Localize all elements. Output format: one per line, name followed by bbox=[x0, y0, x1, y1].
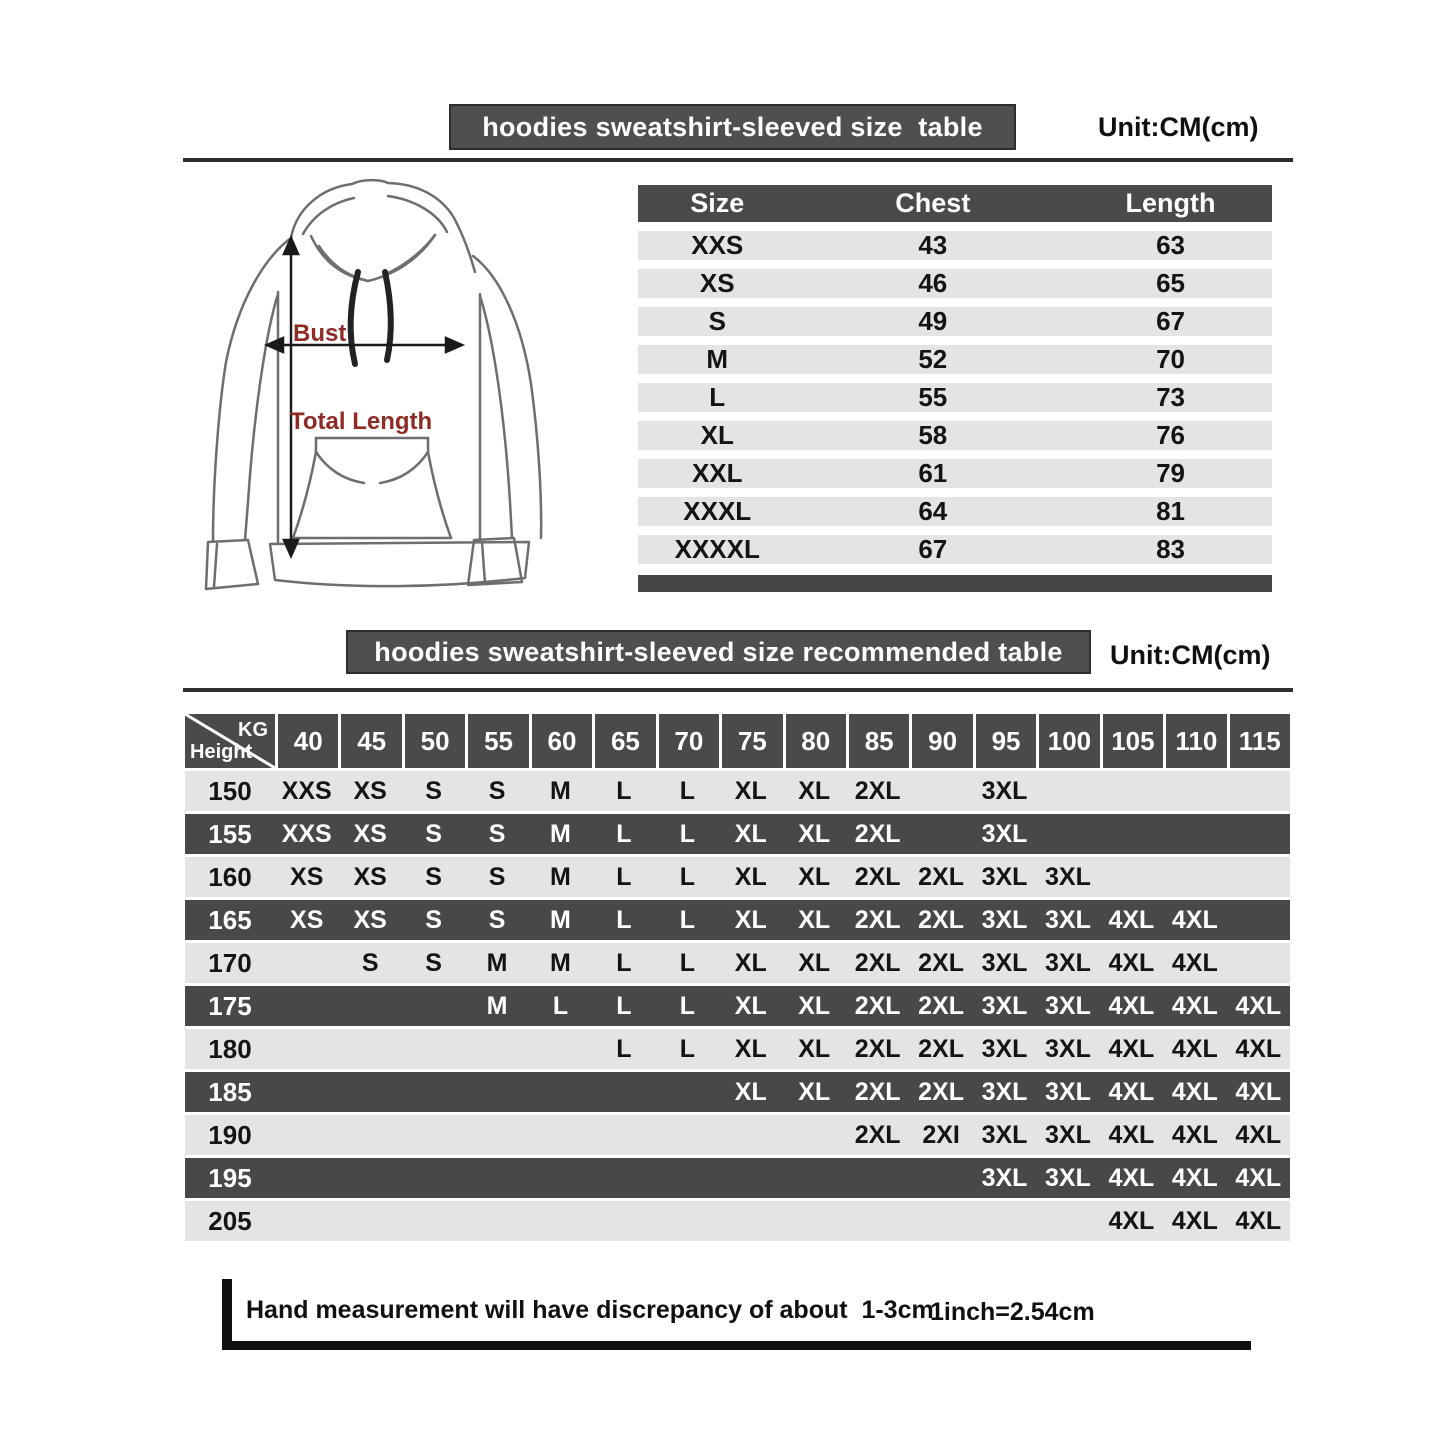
length-value: 81 bbox=[1156, 496, 1185, 526]
recommended-size-cell: 3XL bbox=[981, 819, 1028, 848]
weight-header-cell: 115 bbox=[1230, 714, 1290, 768]
recommended-size-cell bbox=[275, 1115, 338, 1155]
hood-outline bbox=[291, 180, 475, 272]
size-table-row bbox=[638, 307, 1272, 336]
recommended-size-cell: 3XL bbox=[981, 948, 1028, 977]
recommended-size-cell bbox=[338, 1115, 401, 1155]
recommended-size-cell: XL bbox=[734, 1077, 767, 1106]
recommended-size-cell: S bbox=[488, 819, 506, 848]
recommended-size-cell: 4XL bbox=[1171, 905, 1218, 934]
height-row-label: 180 bbox=[208, 1033, 252, 1064]
recommended-size-cell: 4XL bbox=[1235, 1163, 1282, 1192]
recommended-size-cell: 3XL bbox=[1045, 1077, 1091, 1106]
recommended-size-cell: XL bbox=[734, 1034, 767, 1063]
height-row-label: 155 bbox=[208, 818, 252, 849]
recommended-size-cell: L bbox=[679, 905, 695, 934]
recommended-size-cell bbox=[1036, 1201, 1099, 1241]
recommended-size-cell: XS bbox=[353, 862, 387, 891]
size-table-row bbox=[638, 345, 1272, 374]
recommended-size-cell: XL bbox=[734, 862, 767, 891]
footer-vertical-bar bbox=[222, 1279, 232, 1350]
recommended-size-cell: 4XL bbox=[1235, 1034, 1282, 1063]
recommended-size-cell: L bbox=[679, 991, 695, 1020]
height-row-label: 160 bbox=[208, 861, 252, 892]
recommended-size-cell: 4XL bbox=[1108, 1163, 1155, 1192]
recommended-size-cell bbox=[465, 1072, 528, 1112]
recommended-size-cell: 2XL bbox=[854, 776, 901, 805]
recommended-size-cell: XL bbox=[798, 1034, 831, 1063]
recommended-size-cell: 4XL bbox=[1108, 905, 1155, 934]
recommended-size-cell bbox=[402, 1201, 465, 1241]
bust-label: Bust bbox=[293, 320, 347, 347]
size-table-row bbox=[638, 459, 1272, 488]
weight-header-cell: 70 bbox=[659, 714, 719, 768]
recommended-table-row bbox=[185, 900, 1290, 940]
recommended-size-cell bbox=[465, 1201, 528, 1241]
recommended-table-row bbox=[185, 943, 1290, 983]
recommended-size-cell: XXS bbox=[281, 776, 332, 805]
left-sleeve bbox=[213, 238, 291, 540]
recommended-size-cell bbox=[275, 1029, 338, 1069]
recommended-size-cell: L bbox=[679, 862, 695, 891]
recommended-size-cell bbox=[275, 1072, 338, 1112]
chest-value: 49 bbox=[918, 306, 948, 336]
kg-height-corner-cell bbox=[185, 714, 275, 768]
recommended-size-cell bbox=[846, 1158, 909, 1198]
recommended-size-cell: 3XL bbox=[981, 776, 1028, 805]
chest-value: 46 bbox=[918, 268, 948, 298]
height-row-label: 150 bbox=[208, 775, 252, 806]
recommended-size-cell: 3XL bbox=[981, 1034, 1028, 1063]
recommended-table-title: hoodies sweatshirt-sleeved size recommended table bbox=[374, 636, 1063, 667]
recommended-size-cell: M bbox=[550, 905, 571, 934]
unit-label-top: Unit:CM(cm) bbox=[1098, 112, 1259, 142]
recommended-size-cell bbox=[719, 1158, 782, 1198]
size-value: XXS bbox=[691, 230, 744, 260]
recommended-size-cell bbox=[656, 1072, 719, 1112]
recommended-size-cell: 4XL bbox=[1108, 1206, 1155, 1235]
recommended-size-cell: L bbox=[679, 948, 695, 977]
recommended-size-cell bbox=[465, 1029, 528, 1069]
recommended-size-cell bbox=[402, 1072, 465, 1112]
recommended-size-cell: 4XL bbox=[1235, 1077, 1282, 1106]
recommended-size-cell: XS bbox=[290, 905, 324, 934]
recommended-size-cell bbox=[529, 1115, 592, 1155]
recommended-size-cell bbox=[402, 1029, 465, 1069]
recommended-size-cell: L bbox=[616, 862, 632, 891]
length-value: 83 bbox=[1156, 534, 1185, 564]
recommended-size-cell: XS bbox=[353, 905, 387, 934]
weight-header-cell: 75 bbox=[722, 714, 782, 768]
recommended-size-cell: M bbox=[550, 862, 571, 891]
weight-header-cell: 100 bbox=[1039, 714, 1099, 768]
recommended-size-cell: 2XL bbox=[918, 991, 965, 1020]
size-value: XXXXL bbox=[674, 534, 760, 564]
recommended-size-cell: 3XL bbox=[981, 862, 1028, 891]
right-cuff bbox=[468, 538, 522, 585]
recommended-size-cell bbox=[1227, 943, 1290, 983]
length-value: 76 bbox=[1156, 420, 1185, 450]
recommended-size-cell: 4XL bbox=[1108, 948, 1155, 977]
size-table-header bbox=[638, 185, 1272, 222]
weight-header-cell: 90 bbox=[912, 714, 972, 768]
recommended-size-cell: 3XL bbox=[981, 1163, 1028, 1192]
weight-header-cell: 50 bbox=[405, 714, 465, 768]
recommended-size-cell: 3XL bbox=[1045, 1163, 1091, 1192]
recommended-size-cell: 4XL bbox=[1235, 991, 1282, 1020]
height-row-label: 175 bbox=[208, 990, 252, 1021]
recommended-table-row bbox=[185, 814, 1290, 854]
chest-value: 64 bbox=[918, 496, 948, 526]
recommended-size-cell: M bbox=[486, 948, 508, 977]
recommended-size-cell: M bbox=[550, 776, 571, 805]
size-table-banner bbox=[449, 104, 1016, 150]
recommended-size-cell bbox=[1227, 814, 1290, 854]
length-column-header: Length bbox=[1125, 188, 1216, 218]
recommended-size-cell bbox=[465, 1158, 528, 1198]
recommended-size-cell bbox=[338, 1201, 401, 1241]
recommended-size-cell: S bbox=[425, 819, 442, 848]
recommended-size-cell: S bbox=[488, 776, 506, 805]
size-column-header: Size bbox=[690, 188, 745, 218]
recommended-size-cell bbox=[338, 986, 401, 1026]
recommended-size-cell: 4XL bbox=[1108, 1077, 1155, 1106]
measurement-note: Hand measurement will have discrepancy of about 1-3cm bbox=[246, 1296, 934, 1324]
size-table-rows bbox=[638, 231, 1272, 564]
recommended-size-cell: 4XL bbox=[1171, 1163, 1218, 1192]
recommended-size-cell bbox=[402, 1158, 465, 1198]
chest-value: 43 bbox=[918, 230, 948, 260]
recommended-size-cell: 4XL bbox=[1171, 991, 1218, 1020]
recommended-size-cell: S bbox=[488, 862, 506, 891]
length-value: 65 bbox=[1156, 268, 1185, 298]
recommended-size-cell bbox=[1036, 814, 1099, 854]
size-table-row bbox=[638, 269, 1272, 298]
total-length-label: Total Length bbox=[290, 408, 433, 435]
footer-horizontal-bar bbox=[222, 1341, 1251, 1350]
size-value: L bbox=[709, 382, 726, 412]
size-table-row bbox=[638, 231, 1272, 260]
separator-line-top bbox=[183, 158, 1293, 162]
recommended-size-cell bbox=[338, 1029, 401, 1069]
height-row-label: 205 bbox=[208, 1205, 252, 1236]
recommended-size-cell: 3XL bbox=[981, 1077, 1028, 1106]
recommended-table-row bbox=[185, 1072, 1290, 1112]
recommended-size-cell bbox=[1100, 857, 1163, 897]
weight-header-cell: 45 bbox=[341, 714, 401, 768]
size-value: M bbox=[706, 344, 729, 374]
recommended-size-cell bbox=[338, 1072, 401, 1112]
height-row-label: 165 bbox=[208, 904, 252, 935]
height-row-label: 185 bbox=[208, 1076, 252, 1107]
recommended-size-cell bbox=[1227, 857, 1290, 897]
recommended-size-cell: S bbox=[425, 776, 442, 805]
recommended-table-header bbox=[185, 714, 1290, 768]
waistband bbox=[270, 542, 529, 586]
recommended-size-cell: 2XL bbox=[854, 1120, 901, 1149]
recommended-size-cell bbox=[529, 1072, 592, 1112]
hoodie-diagram bbox=[182, 172, 622, 612]
recommended-size-cell: 2XL bbox=[918, 905, 965, 934]
recommended-size-cell: XS bbox=[353, 776, 387, 805]
recommended-size-cell: 2XL bbox=[854, 948, 901, 977]
height-row-label: 195 bbox=[208, 1162, 252, 1193]
recommended-size-cell bbox=[909, 814, 972, 854]
recommended-size-cell bbox=[402, 1115, 465, 1155]
recommended-size-cell bbox=[1227, 900, 1290, 940]
recommended-size-cell: XL bbox=[734, 905, 767, 934]
recommended-size-cell: 3XL bbox=[1045, 1120, 1091, 1149]
recommended-table-row bbox=[185, 1115, 1290, 1155]
recommended-size-cell bbox=[719, 1201, 782, 1241]
recommended-size-cell bbox=[1227, 771, 1290, 811]
recommended-size-cell: S bbox=[425, 862, 442, 891]
chest-column-header: Chest bbox=[895, 188, 971, 218]
recommended-size-cell bbox=[1163, 857, 1226, 897]
size-value: XS bbox=[699, 268, 735, 298]
recommended-size-cell: XL bbox=[798, 776, 831, 805]
separator-line-middle bbox=[183, 688, 1293, 692]
chest-value: 55 bbox=[918, 382, 948, 412]
recommended-size-cell: L bbox=[616, 991, 632, 1020]
right-sleeve bbox=[473, 256, 541, 538]
recommended-size-cell: S bbox=[425, 905, 442, 934]
recommended-size-cell bbox=[783, 1201, 846, 1241]
recommended-size-cell: XL bbox=[798, 905, 831, 934]
weight-header-cell: 40 bbox=[278, 714, 338, 768]
recommended-size-cell: 2XL bbox=[918, 862, 965, 891]
recommended-size-cell bbox=[275, 1201, 338, 1241]
recommended-size-cell: 4XL bbox=[1108, 991, 1155, 1020]
recommended-size-cell: XL bbox=[734, 948, 767, 977]
recommended-size-cell bbox=[1100, 771, 1163, 811]
recommended-size-cell: 3XL bbox=[1045, 862, 1091, 891]
recommended-size-cell: 2XI bbox=[922, 1120, 960, 1149]
recommended-size-cell bbox=[909, 1201, 972, 1241]
chest-value: 61 bbox=[918, 458, 948, 488]
recommended-size-cell: 3XL bbox=[1045, 905, 1091, 934]
recommended-size-cell: M bbox=[486, 991, 508, 1020]
chest-value: 52 bbox=[918, 344, 948, 374]
recommended-size-cell bbox=[529, 1201, 592, 1241]
recommended-size-cell: XL bbox=[798, 862, 831, 891]
recommended-size-cell: XL bbox=[798, 819, 831, 848]
recommended-size-cell: XXS bbox=[281, 819, 332, 848]
chest-value: 58 bbox=[918, 420, 948, 450]
measurement-arrows bbox=[267, 238, 462, 556]
recommended-size-cell: 4XL bbox=[1171, 1034, 1218, 1063]
length-value: 63 bbox=[1156, 230, 1185, 260]
length-value: 73 bbox=[1156, 382, 1185, 412]
recommended-size-cell bbox=[1163, 814, 1226, 854]
weight-header-cell: 55 bbox=[468, 714, 528, 768]
recommended-size-cell: L bbox=[679, 819, 695, 848]
recommended-size-cell: L bbox=[616, 776, 632, 805]
drawstrings bbox=[351, 272, 391, 364]
recommended-size-cell bbox=[338, 1158, 401, 1198]
size-table-footer-bar bbox=[638, 575, 1272, 592]
recommended-size-cell: 4XL bbox=[1235, 1206, 1282, 1235]
height-corner-label: Height bbox=[190, 741, 253, 763]
recommended-size-cell bbox=[656, 1201, 719, 1241]
recommended-size-cell: L bbox=[616, 905, 632, 934]
recommended-table-row bbox=[185, 986, 1290, 1026]
weight-header-cell: 80 bbox=[786, 714, 846, 768]
size-table-row bbox=[638, 535, 1272, 564]
length-value: 79 bbox=[1156, 458, 1185, 488]
recommended-size-cell bbox=[1100, 814, 1163, 854]
recommended-size-cell: 2XL bbox=[854, 862, 901, 891]
recommended-size-cell bbox=[1163, 771, 1226, 811]
size-value: XXL bbox=[691, 458, 743, 488]
recommended-table-row bbox=[185, 771, 1290, 811]
size-value: XL bbox=[700, 420, 734, 450]
recommended-size-cell: 4XL bbox=[1171, 1206, 1218, 1235]
recommended-size-cell: 3XL bbox=[1045, 1034, 1091, 1063]
inch-conversion-note: 1inch=2.54cm bbox=[930, 1298, 1095, 1326]
recommended-size-cell: XL bbox=[798, 991, 831, 1020]
recommended-size-cell: XL bbox=[734, 776, 767, 805]
weight-header-cell: 65 bbox=[595, 714, 655, 768]
recommended-size-cell: XL bbox=[798, 1077, 831, 1106]
recommended-size-cell: 4XL bbox=[1108, 1120, 1155, 1149]
recommended-size-cell: XL bbox=[734, 991, 767, 1020]
recommended-size-cell bbox=[529, 1158, 592, 1198]
recommended-size-cell: 2XL bbox=[854, 905, 901, 934]
recommended-size-cell bbox=[275, 1158, 338, 1198]
recommended-size-cell bbox=[656, 1158, 719, 1198]
recommended-size-cell: 2XL bbox=[918, 1077, 965, 1106]
recommended-size-cell: M bbox=[550, 948, 571, 977]
recommended-size-cell: 4XL bbox=[1171, 1077, 1218, 1106]
recommended-size-cell bbox=[656, 1115, 719, 1155]
recommended-size-cell: 4XL bbox=[1171, 1120, 1218, 1149]
recommended-size-cell: S bbox=[425, 948, 442, 977]
recommended-size-cell: 3XL bbox=[981, 905, 1028, 934]
recommended-size-cell bbox=[402, 986, 465, 1026]
recommended-size-cell bbox=[592, 1115, 655, 1155]
recommended-size-cell: L bbox=[616, 819, 632, 848]
recommended-size-cell bbox=[1036, 771, 1099, 811]
recommended-table bbox=[185, 714, 1290, 1241]
recommended-size-cell bbox=[783, 1158, 846, 1198]
recommended-size-cell bbox=[275, 986, 338, 1026]
recommended-size-cell: 4XL bbox=[1235, 1120, 1282, 1149]
recommended-size-cell: S bbox=[488, 905, 506, 934]
recommended-size-cell: L bbox=[679, 1034, 695, 1063]
recommended-size-cell bbox=[592, 1072, 655, 1112]
length-value: 67 bbox=[1156, 306, 1185, 336]
size-table bbox=[638, 185, 1272, 592]
recommended-size-cell: 4XL bbox=[1171, 948, 1218, 977]
size-table-row bbox=[638, 383, 1272, 412]
recommended-size-cell bbox=[909, 771, 972, 811]
height-row-label: 190 bbox=[208, 1119, 252, 1150]
recommended-size-cell bbox=[846, 1201, 909, 1241]
recommended-size-cell: 2XL bbox=[854, 1034, 901, 1063]
recommended-table-rows bbox=[185, 771, 1290, 1241]
recommended-size-cell bbox=[592, 1201, 655, 1241]
recommended-size-cell: 2XL bbox=[854, 819, 901, 848]
chest-value: 67 bbox=[918, 534, 948, 564]
weight-header-cell: 105 bbox=[1103, 714, 1163, 768]
recommended-size-cell: 3XL bbox=[1045, 948, 1091, 977]
recommended-size-cell bbox=[783, 1115, 846, 1155]
recommended-size-cell: 4XL bbox=[1108, 1034, 1155, 1063]
recommended-size-cell: 3XL bbox=[981, 991, 1028, 1020]
recommended-size-cell bbox=[909, 1158, 972, 1198]
recommended-table-row bbox=[185, 857, 1290, 897]
recommended-size-cell: 2XL bbox=[918, 948, 965, 977]
unit-label-middle: Unit:CM(cm) bbox=[1110, 640, 1271, 670]
height-row-label: 170 bbox=[208, 947, 252, 978]
recommended-size-cell bbox=[719, 1115, 782, 1155]
recommended-size-cell: 2XL bbox=[854, 1077, 901, 1106]
size-table-row bbox=[638, 497, 1272, 526]
kg-corner-label: KG bbox=[238, 719, 268, 741]
size-value: S bbox=[708, 306, 726, 336]
recommended-table-row bbox=[185, 1158, 1290, 1198]
recommended-size-cell: S bbox=[361, 948, 379, 977]
length-value: 70 bbox=[1156, 344, 1185, 374]
recommended-size-cell: 3XL bbox=[1045, 991, 1091, 1020]
size-value: XXXL bbox=[683, 496, 752, 526]
recommended-size-cell bbox=[973, 1201, 1036, 1241]
recommended-size-cell bbox=[275, 943, 338, 983]
size-table-title: hoodies sweatshirt-sleeved size table bbox=[482, 111, 983, 142]
weight-header-cell: 110 bbox=[1166, 714, 1226, 768]
recommended-size-cell bbox=[465, 1115, 528, 1155]
recommended-size-cell: M bbox=[550, 819, 571, 848]
recommended-size-cell: L bbox=[679, 776, 695, 805]
recommended-size-cell: L bbox=[552, 991, 569, 1020]
weight-header-cell: 95 bbox=[976, 714, 1036, 768]
recommended-size-cell: XS bbox=[290, 862, 324, 891]
weight-header-cell: 85 bbox=[849, 714, 909, 768]
recommended-size-cell: L bbox=[616, 948, 632, 977]
recommended-table-row bbox=[185, 1201, 1290, 1241]
recommended-size-cell: 2XL bbox=[854, 991, 901, 1020]
recommended-size-cell: XL bbox=[798, 948, 831, 977]
size-table-row bbox=[638, 421, 1272, 450]
weight-header-cell: 60 bbox=[532, 714, 592, 768]
recommended-table-row bbox=[185, 1029, 1290, 1069]
recommended-table-banner bbox=[346, 630, 1091, 674]
recommended-size-cell: L bbox=[616, 1034, 632, 1063]
recommended-size-cell: XL bbox=[734, 819, 767, 848]
recommended-size-cell: 3XL bbox=[981, 1120, 1028, 1149]
recommended-size-cell bbox=[529, 1029, 592, 1069]
recommended-size-cell: XS bbox=[353, 819, 387, 848]
recommended-size-cell: 2XL bbox=[918, 1034, 965, 1063]
recommended-size-cell bbox=[592, 1158, 655, 1198]
